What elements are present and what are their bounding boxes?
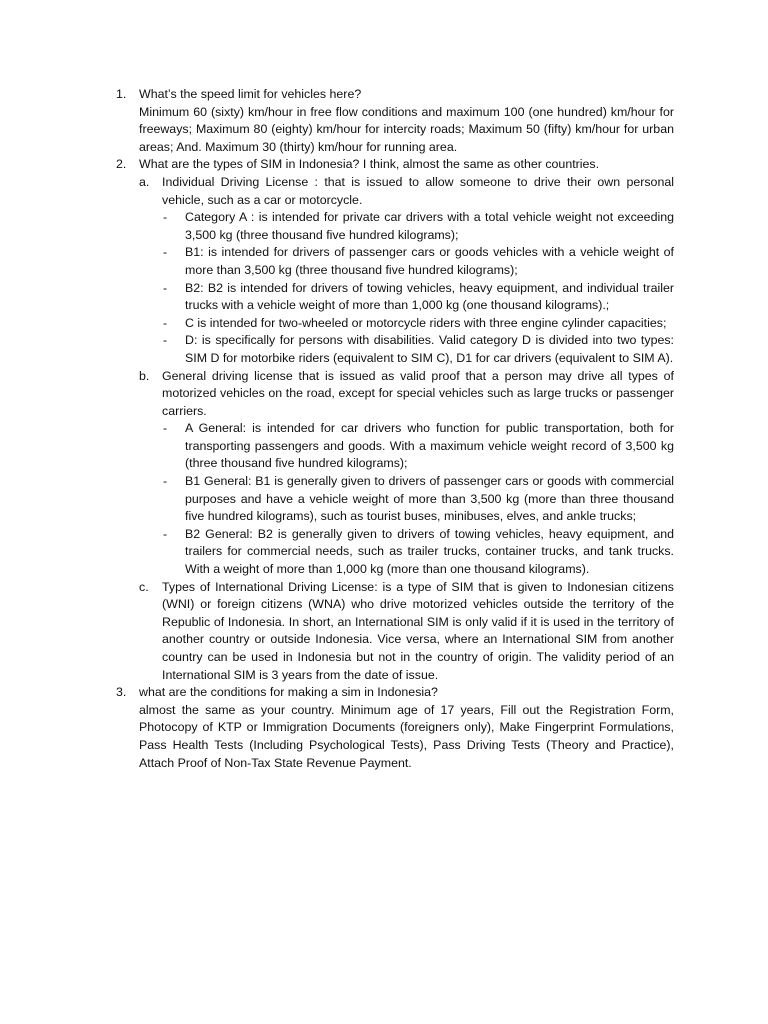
list-dash: - [163, 210, 168, 225]
list-item [0, 526, 768, 579]
list-dash: - [163, 245, 168, 260]
list-dash: - [163, 526, 168, 541]
list-number: 1. [116, 87, 127, 101]
list-item-text: C is intended for two-wheeled or motorcycle riders with three engine cylinder capacities; [185, 315, 667, 330]
list-dash: - [163, 280, 168, 295]
list-item [0, 315, 768, 333]
list-item [0, 473, 768, 526]
list-item [0, 332, 768, 367]
list-number: 3. [116, 685, 127, 700]
list-letter: a. [139, 174, 150, 189]
list-item-c [0, 579, 768, 685]
list-item [0, 420, 768, 473]
list-dash: - [163, 474, 168, 489]
list-item-text: B2 General: B2 is generally given to drivers of towing vehicles, heavy equipment, and trailers for commercial needs, such as trailer trucks, container trucks, and tank trucks. With a weight of more than 1,000 kg (more than one thousand kilograms). [185, 526, 674, 577]
list-item-text: General driving license that is issued as valid proof that a person may drive all types of motorized vehicles on the road, except for special vehicles such as large trucks or passenger carriers. [162, 368, 674, 418]
list-item-text: Types of International Driving License: is a type of SIM that is given to Indonesian citizens (WNI) or foreign citizens (WNA) who drive motorized vehicles outside the territory of the Republic of Indonesia. In short, an International SIM is only valid if it is used in the territory of another country or outside Indonesia. Vice versa, where an International SIM from another country can be used in Indonesia but not in the country of origin. The validity period of an International SIM is 3 years from the date of issue. [162, 579, 674, 682]
list-item-b [0, 368, 768, 421]
question-text: what are the conditions for making a sim in Indonesia? [139, 685, 438, 700]
list-item-text: B2: B2 is intended for drivers of towing vehicles, heavy equipment, and individual trailer trucks with a vehicle weight of more than 1,000 kg (one thousand kilograms).; [185, 280, 674, 313]
list-item-text: D: is specifically for persons with disabilities. Valid category D is divided into two types: SIM D for motorbike riders (equivalent to SIM C), D1 for car drivers (equivalent to SIM A). [185, 333, 674, 365]
list-item-text: A General: is intended for car drivers who function for public transportation, both for transporting passengers and goods. With a maximum vehicle weight record of 3,500 kg (three thousand five hundred kilograms); [185, 421, 674, 471]
list-letter: c. [139, 579, 149, 594]
question-2 [0, 156, 768, 174]
answer-3: almost the same as your country. Minimum age of 17 years, Fill out the Registration Form, Photocopy of KTP or Immigration Documents (foreigners only), Make Fingerprint Formulations, Pass Health Tests (Including Psychological Tests), Pass Driving Tests (Theory and Practice), Attach Proof of Non-Tax State Revenue Payment. [139, 702, 674, 770]
document-body [0, 86, 768, 772]
question-text: What are the types of SIM in Indonesia? I think, almost the same as other countries. [139, 157, 600, 172]
question-text: What’s the speed limit for vehicles here? [139, 87, 362, 101]
question-1 [0, 86, 768, 104]
list-letter: b. [139, 368, 150, 383]
list-item [0, 209, 768, 244]
question-3 [0, 684, 768, 702]
list-dash: - [163, 421, 168, 436]
list-dash: - [163, 333, 168, 348]
list-number: 2. [116, 157, 127, 172]
list-item-a [0, 174, 768, 209]
list-item-text: B1: is intended for drivers of passenger cars or goods vehicles with a vehicle weight of more than 3,500 kg (three thousand five hundred kilograms); [185, 245, 674, 277]
list-item-text: Individual Driving License : that is issued to allow someone to drive their own personal vehicle, such as a car or motorcycle. [162, 174, 674, 207]
list-dash: - [163, 315, 168, 330]
answer-1: Minimum 60 (sixty) km/hour in free flow conditions and maximum 100 (one hundred) km/hour for freeways; Maximum 80 (eighty) km/hour for intercity roads; Maximum 50 (fifty) km/hour for urban areas; And. Maximum 30 (thirty) km/hour for running area. [139, 104, 674, 154]
list-item [0, 244, 768, 279]
list-item-text: Category A : is intended for private car drivers with a total vehicle weight not exceeding 3,500 kg (three thousand five hundred kilograms); [185, 210, 674, 242]
list-item [0, 280, 768, 315]
list-item-text: B1 General: B1 is generally given to drivers of passenger cars or goods with commercial purposes and have a vehicle weight of more than 3,500 kg (more than three thousand five hundred kilograms), such as tourist buses, minibuses, elves, and ankle trucks; [185, 474, 674, 524]
